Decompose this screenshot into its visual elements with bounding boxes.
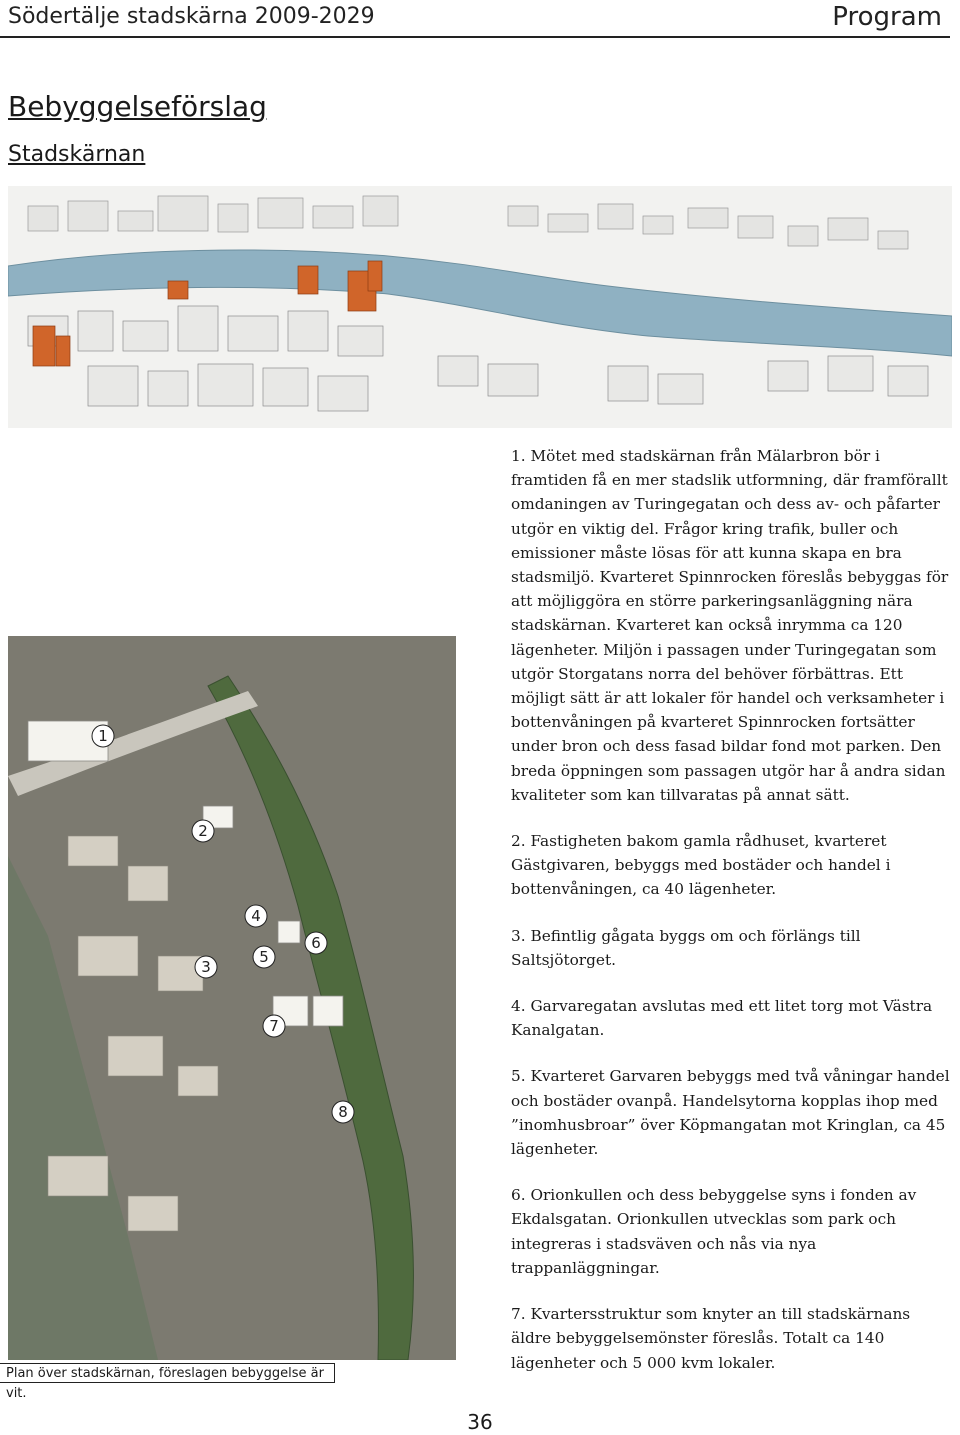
header-rule: [0, 36, 950, 38]
aerial-city-model-image: [8, 186, 952, 428]
map-caption: Plan över stadskärnan, föreslagen bebyggelse är vit.: [0, 1363, 335, 1383]
city-center-plan-map: [8, 636, 456, 1360]
plan-marker-3: 3: [201, 958, 211, 976]
document-header-section: Program: [832, 2, 942, 32]
paragraph-5: 5. Kvarteret Garvaren bebyggs med två våningar handel och bostäder ovanpå. Handelsytorna kopplas ihop med ”inomhusbroar” över Köpmangatan mot Kringlan, ca 45 lägenheter.: [511, 1067, 950, 1159]
page-subtitle: Stadskärnan: [8, 142, 146, 167]
paragraph-2: 2. Fastigheten bakom gamla rådhuset, kvarteret Gästgivaren, bebyggs med bostäder och handel i bottenvåningen, ca 40 lägenheter.: [511, 832, 891, 899]
paragraph-1: 1. Mötet med stadskärnan från Mälarbron bör i framtiden få en mer stadslik utformning, där framförallt omdaningen av Turingegatan och dess av- och påfarter utgör en viktig del. Frågor kring trafik, buller och emissioner måste lösas för att kunna skapa en bra stadsmiljö. Kvarteret Spinnrocken föreslås bebyggas för att möjliggöra en större parkeringsanläggning nära stadskärnan. Kvarteret kan också inrymma ca 120 lägenheter. Miljön i passagen under Turingegatan som utgör Storgatans norra del behöver förbättras. Ett möjligt sätt är att lokaler för handel och verksamheter i bottenvåningen på kvarteret Spinnrocken fortsätter under bron och dess fasad bildar fond mot parken. Den breda öppningen som passagen utgör har å andra sidan kvaliteter som kan tillvaratas på annat sätt.: [511, 447, 949, 804]
plan-marker-6: 6: [311, 934, 321, 952]
plan-marker-8: 8: [338, 1103, 348, 1121]
paragraph-3: 3. Befintlig gågata byggs om och förlängs till Saltsjötorget.: [511, 926, 861, 969]
plan-marker-7: 7: [269, 1017, 279, 1035]
plan-marker-1: 1: [98, 727, 108, 745]
plan-marker-5: 5: [259, 948, 269, 966]
paragraph-4: 4. Garvaregatan avslutas med ett litet torg mot Västra Kanalgatan.: [511, 997, 933, 1040]
page-number: 36: [467, 1410, 493, 1434]
document-header-title: Södertälje stadskärna 2009-2029: [8, 4, 375, 29]
paragraph-7: 7. Kvartersstruktur som knyter an till stadskärnans äldre bebyggelsemönster föreslås. Totalt ca 140 lägenheter och 5 000 kvm lokaler.: [511, 1305, 911, 1372]
plan-marker-2: 2: [198, 822, 208, 840]
page-title: Bebyggelseförslag: [8, 90, 267, 123]
plan-marker-4: 4: [251, 907, 261, 925]
proposal-text-column: [511, 444, 951, 1397]
paragraph-6: 6. Orionkullen och dess bebyggelse syns i fonden av Ekdalsgatan. Orionkullen utvecklas som park och integreras i stadsväven och nås via nya trappanläggningar.: [511, 1186, 917, 1277]
